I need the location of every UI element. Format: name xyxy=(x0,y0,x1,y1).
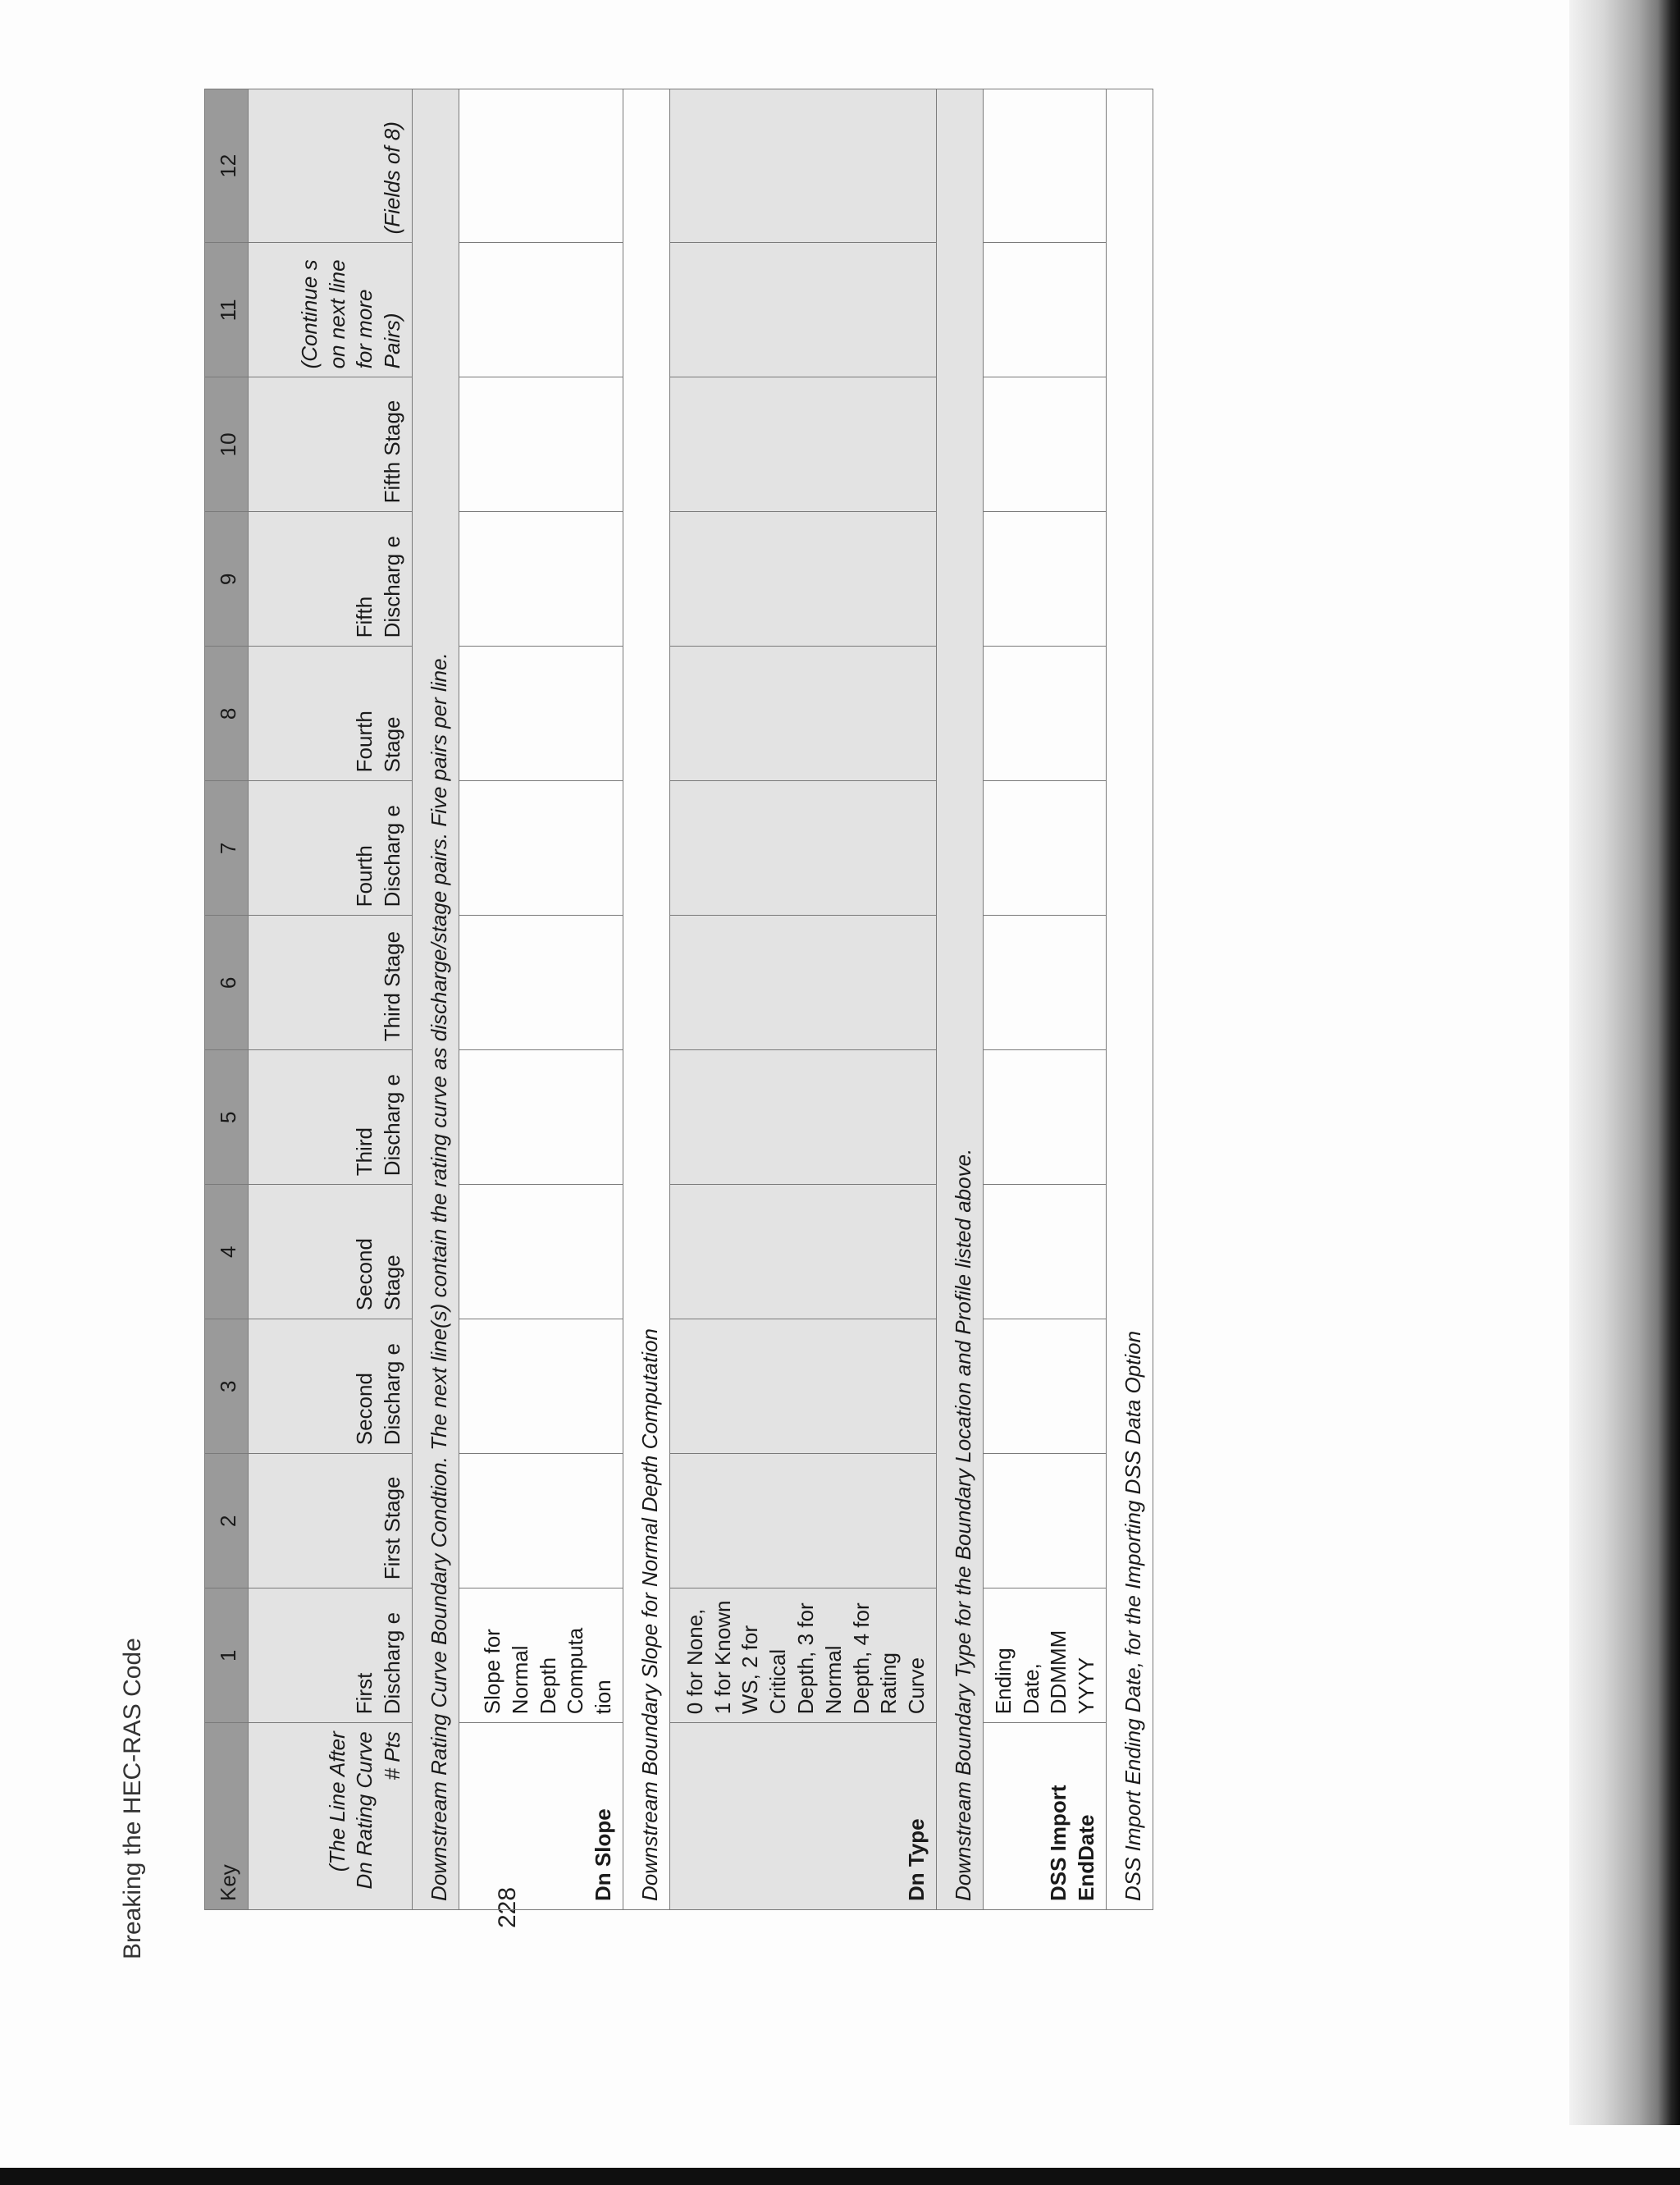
dss-note-row xyxy=(1107,89,1153,1910)
dn-type-note-row xyxy=(937,89,984,1910)
dn-type-row xyxy=(670,89,937,1910)
dss-import-label-line1: DSS Import xyxy=(1046,1785,1071,1901)
dss-import-label-line2: EndDate xyxy=(1074,1814,1099,1901)
dn-type-note: Downstream Boundary Type for the Boundary Location and Profile listed above. xyxy=(937,89,984,1910)
field-number-1: 1 xyxy=(205,1588,249,1723)
field-number-3: 3 xyxy=(205,1319,249,1454)
field-number-8: 8 xyxy=(205,647,249,781)
dss-note: DSS Import Ending Date, for the Importing DSS Data Option xyxy=(1107,89,1153,1910)
code-table xyxy=(204,89,1153,1910)
field-number-12: 12 xyxy=(205,89,249,243)
field-number-5: 5 xyxy=(205,1050,249,1185)
rating-cell-6: Third Stage xyxy=(249,916,413,1050)
rating-curve-note-row xyxy=(413,89,459,1910)
rating-cell-4: Second Stage xyxy=(249,1185,413,1319)
rating-cell-1: First Discharg e xyxy=(249,1588,413,1723)
running-header: Breaking the HEC-RAS Code xyxy=(119,1638,146,1959)
rating-cell-7: Fourth Discharg e xyxy=(249,781,413,916)
rating-cell-12: (Fields of 8) xyxy=(249,89,413,243)
dn-slope-row xyxy=(459,89,623,1910)
field-number-11: 11 xyxy=(205,243,249,377)
rating-cell-10: Fifth Stage xyxy=(249,377,413,512)
rating-cell-5: Third Discharg e xyxy=(249,1050,413,1185)
scan-bottom-edge xyxy=(0,2168,1680,2185)
rating-cell-2: First Stage xyxy=(249,1454,413,1588)
page-number: 228 xyxy=(494,1886,521,1928)
field-number-9: 9 xyxy=(205,512,249,647)
rating-cell-8: Fourth Stage xyxy=(249,647,413,781)
rating-curve-note: Downstream Rating Curve Boundary Condtion. The next line(s) contain the rating curve as discharge/stage pairs. Five pairs per line. xyxy=(413,89,459,1910)
rating-cell-11: (Continue s on next line for more Pairs) xyxy=(249,243,413,377)
field-number-6: 6 xyxy=(205,916,249,1050)
dss-import-row xyxy=(984,89,1107,1910)
dn-type-label: Dn Type xyxy=(670,1723,937,1910)
field-number-2: 2 xyxy=(205,1454,249,1588)
field-number-4: 4 xyxy=(205,1185,249,1319)
rating-cell-3: Second Discharg e xyxy=(249,1319,413,1454)
dn-slope-note: Downstream Boundary Slope for Normal Depth Computation xyxy=(623,89,670,1910)
rating-curve-label: (The Line After Dn Rating Curve # Pts xyxy=(249,1723,413,1910)
dn-slope-desc: Slope for Normal Depth Computa tion xyxy=(459,1588,623,1723)
rating-curve-row xyxy=(249,89,413,1910)
rating-cell-9: Fifth Discharg e xyxy=(249,512,413,647)
dss-import-desc: Ending Date, DDMMM YYYY xyxy=(984,1588,1107,1723)
dn-slope-note-row xyxy=(623,89,670,1910)
field-number-10: 10 xyxy=(205,377,249,512)
dss-import-label xyxy=(984,1723,1107,1910)
key-header: Key xyxy=(205,1723,249,1910)
dn-type-desc: 0 for None, 1 for Known WS, 2 for Critical Depth, 3 for Normal Depth, 4 for Rating Curve xyxy=(670,1588,937,1723)
field-number-7: 7 xyxy=(205,781,249,916)
key-row xyxy=(205,89,249,1910)
dn-slope-label: Dn Slope xyxy=(459,1723,623,1910)
